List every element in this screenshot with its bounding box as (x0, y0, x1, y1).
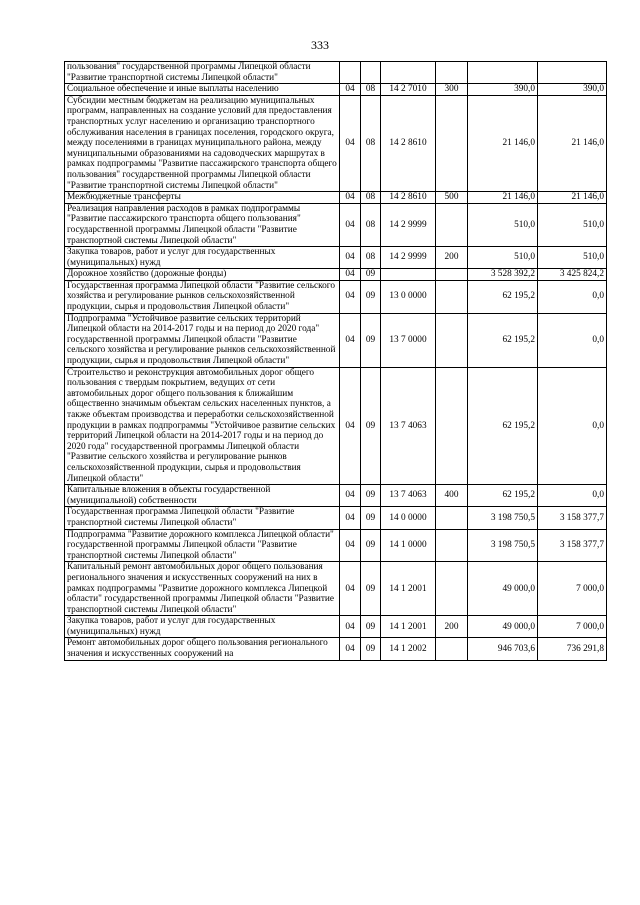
row-target-article-cell: 13 7 0000 (381, 313, 436, 367)
row-target-article-cell: 14 2 9999 (381, 247, 436, 269)
row-amount-year1-cell: 390,0 (468, 84, 538, 96)
row-section-cell: 04 (340, 616, 361, 638)
row-name-cell: Ремонт автомобильных дорог общего пользования регионального значения и искусственных сооружений на (65, 638, 340, 660)
row-amount-year1-cell: 3 198 750,5 (468, 507, 538, 529)
row-amount-year2-cell: 0,0 (538, 485, 607, 507)
row-subsection-cell: 09 (361, 367, 381, 485)
row-subsection-cell: 09 (361, 638, 381, 660)
row-amount-year2-cell: 510,0 (538, 247, 607, 269)
row-amount-year1-cell: 946 703,6 (468, 638, 538, 660)
row-amount-year1-cell: 49 000,0 (468, 616, 538, 638)
row-amount-year2-cell: 0,0 (538, 280, 607, 313)
row-amount-year1-cell: 3 528 392,2 (468, 269, 538, 281)
row-expense-type-cell: 400 (436, 485, 468, 507)
table-row (65, 192, 607, 204)
row-amount-year2-cell: 736 291,8 (538, 638, 607, 660)
table-row (65, 84, 607, 96)
row-expense-type-cell (436, 507, 468, 529)
row-target-article-cell: 14 2 9999 (381, 203, 436, 246)
row-amount-year1-cell: 62 195,2 (468, 313, 538, 367)
row-name-cell: Социальное обеспечение и иные выплаты населению (65, 84, 340, 96)
table-row (65, 529, 607, 562)
row-amount-year2-cell: 21 146,0 (538, 95, 607, 191)
row-section-cell: 04 (340, 203, 361, 246)
row-amount-year1-cell: 510,0 (468, 203, 538, 246)
row-section-cell: 04 (340, 507, 361, 529)
row-target-article-cell: 14 1 2001 (381, 562, 436, 616)
table-row (65, 313, 607, 367)
row-name-cell: Закупка товаров, работ и услуг для государственных (муниципальных) нужд (65, 616, 340, 638)
row-subsection-cell: 09 (361, 562, 381, 616)
row-amount-year1-cell: 21 146,0 (468, 95, 538, 191)
row-name-cell: Подпрограмма "Устойчивое развитие сельских территорий Липецкой области на 2014-2017 годы и на период до 2020 года" государственной программы Липецкой области "Развитие сельского хозяйства и регулирование рынков сельскохозяйственной продукции, сырья и продовольствия Липецкой области" (65, 313, 340, 367)
row-subsection-cell: 09 (361, 529, 381, 562)
table-row (65, 367, 607, 485)
row-amount-year2-cell: 0,0 (538, 367, 607, 485)
budget-table-body (65, 62, 607, 661)
row-section-cell: 04 (340, 529, 361, 562)
row-target-article-cell: 13 7 4063 (381, 485, 436, 507)
row-subsection-cell: 09 (361, 616, 381, 638)
row-subsection-cell (361, 62, 381, 84)
table-row (65, 280, 607, 313)
row-expense-type-cell (436, 203, 468, 246)
row-target-article-cell: 13 0 0000 (381, 280, 436, 313)
row-expense-type-cell (436, 529, 468, 562)
row-amount-year1-cell: 510,0 (468, 247, 538, 269)
row-amount-year2-cell: 7 000,0 (538, 562, 607, 616)
row-target-article-cell: 14 0 0000 (381, 507, 436, 529)
row-section-cell: 04 (340, 638, 361, 660)
row-section-cell: 04 (340, 367, 361, 485)
row-expense-type-cell (436, 367, 468, 485)
row-amount-year1-cell (468, 62, 538, 84)
row-amount-year1-cell: 21 146,0 (468, 192, 538, 204)
row-amount-year2-cell: 0,0 (538, 313, 607, 367)
row-target-article-cell: 14 1 0000 (381, 529, 436, 562)
row-subsection-cell: 09 (361, 313, 381, 367)
row-subsection-cell: 08 (361, 95, 381, 191)
row-expense-type-cell (436, 638, 468, 660)
row-amount-year2-cell: 7 000,0 (538, 616, 607, 638)
table-row (65, 203, 607, 246)
row-name-cell: Дорожное хозяйство (дорожные фонды) (65, 269, 340, 281)
row-target-article-cell: 14 1 2002 (381, 638, 436, 660)
table-row (65, 507, 607, 529)
row-section-cell: 04 (340, 247, 361, 269)
row-name-cell: Межбюджетные трансферты (65, 192, 340, 204)
row-amount-year2-cell: 3 425 824,2 (538, 269, 607, 281)
row-section-cell: 04 (340, 280, 361, 313)
row-amount-year2-cell: 510,0 (538, 203, 607, 246)
row-target-article-cell: 14 2 8610 (381, 95, 436, 191)
table-row (65, 638, 607, 660)
row-section-cell: 04 (340, 95, 361, 191)
row-amount-year1-cell: 49 000,0 (468, 562, 538, 616)
table-row (65, 269, 607, 281)
row-expense-type-cell (436, 562, 468, 616)
row-name-cell: Реализация направления расходов в рамках подпрограммы "Развитие пассажирского транспорта общего пользования" государственной программы Липецкой области "Развитие транспортной системы Липецкой области" (65, 203, 340, 246)
row-amount-year1-cell: 62 195,2 (468, 485, 538, 507)
row-amount-year2-cell: 3 158 377,7 (538, 507, 607, 529)
row-expense-type-cell: 500 (436, 192, 468, 204)
row-subsection-cell: 09 (361, 507, 381, 529)
row-name-cell: Закупка товаров, работ и услуг для государственных (муниципальных) нужд (65, 247, 340, 269)
row-section-cell: 04 (340, 192, 361, 204)
row-expense-type-cell: 200 (436, 616, 468, 638)
row-target-article-cell: 14 2 8610 (381, 192, 436, 204)
row-expense-type-cell: 200 (436, 247, 468, 269)
row-target-article-cell: 14 1 2001 (381, 616, 436, 638)
row-subsection-cell: 09 (361, 269, 381, 281)
table-row (65, 562, 607, 616)
row-section-cell: 04 (340, 269, 361, 281)
row-amount-year1-cell: 62 195,2 (468, 367, 538, 485)
row-section-cell: 04 (340, 562, 361, 616)
row-amount-year1-cell: 3 198 750,5 (468, 529, 538, 562)
row-amount-year2-cell: 21 146,0 (538, 192, 607, 204)
table-row (65, 95, 607, 191)
row-target-article-cell (381, 269, 436, 281)
row-section-cell: 04 (340, 84, 361, 96)
row-amount-year1-cell: 62 195,2 (468, 280, 538, 313)
row-section-cell: 04 (340, 485, 361, 507)
row-amount-year2-cell (538, 62, 607, 84)
row-subsection-cell: 09 (361, 485, 381, 507)
row-amount-year2-cell: 390,0 (538, 84, 607, 96)
row-expense-type-cell (436, 269, 468, 281)
row-name-cell: Капитальные вложения в объекты государственной (муниципальной) собственности (65, 485, 340, 507)
row-name-cell: Капитальный ремонт автомобильных дорог общего пользования регионального значения и искусственных сооружений на них в рамках подпрограммы "Развитие дорожного комплекса Липецкой области" государственной программы Липецкой области "Развитие транспортной системы Липецкой области" (65, 562, 340, 616)
table-row (65, 616, 607, 638)
row-target-article-cell (381, 62, 436, 84)
row-name-cell: Субсидии местным бюджетам на реализацию муниципальных программ, направленных на создание условий для предоставления транспортных услуг населению и организацию транспортного обслуживания населения в границах поселения, городского округа, между поселениями в границах муниципального района, между муниципальными образованиями на садоводческих маршрутах в рамках подпрограммы "Развитие пассажирского транспорта общего пользования" государственной программы Липецкой области "Развитие транспортной системы Липецкой области" (65, 95, 340, 191)
row-target-article-cell: 13 7 4063 (381, 367, 436, 485)
row-subsection-cell: 08 (361, 247, 381, 269)
budget-table (64, 61, 607, 661)
row-expense-type-cell (436, 280, 468, 313)
row-name-cell: Строительство и реконструкция автомобильных дорог общего пользования с твердым покрытием, ведущих от сети автомобильных дорог общего пользования к ближайшим общественно значимым объектам сельских населенных пунктов, а также объектам производства и переработки сельскохозяйственной продукции в рамках подпрограммы "Устойчивое развитие сельских территорий Липецкой области на 2014-2017 годы и на период до 2020 года" государственной программы Липецкой области "Развитие сельского хозяйства и регулирование рынков сельскохозяйственной продукции, сырья и продовольствия Липецкой области" (65, 367, 340, 485)
row-subsection-cell: 08 (361, 84, 381, 96)
table-row (65, 62, 607, 84)
row-section-cell (340, 62, 361, 84)
row-subsection-cell: 09 (361, 280, 381, 313)
row-name-cell: Государственная программа Липецкой области "Развитие сельского хозяйства и регулирование рынков сельскохозяйственной продукции, сырья и продовольствия Липецкой области" (65, 280, 340, 313)
row-section-cell: 04 (340, 313, 361, 367)
row-subsection-cell: 08 (361, 192, 381, 204)
row-expense-type-cell (436, 95, 468, 191)
row-name-cell: Государственная программа Липецкой области "Развитие транспортной системы Липецкой области" (65, 507, 340, 529)
row-expense-type-cell (436, 62, 468, 84)
table-row (65, 247, 607, 269)
table-row (65, 485, 607, 507)
row-name-cell: пользования" государственной программы Липецкой области "Развитие транспортной системы Липецкой области" (65, 62, 340, 84)
page-number: 333 (311, 38, 329, 52)
row-name-cell: Подпрограмма "Развитие дорожного комплекса Липецкой области" государственной программы Липецкой области "Развитие транспортной системы Липецкой области" (65, 529, 340, 562)
row-subsection-cell: 08 (361, 203, 381, 246)
row-expense-type-cell: 300 (436, 84, 468, 96)
row-target-article-cell: 14 2 7010 (381, 84, 436, 96)
row-amount-year2-cell: 3 158 377,7 (538, 529, 607, 562)
row-expense-type-cell (436, 313, 468, 367)
